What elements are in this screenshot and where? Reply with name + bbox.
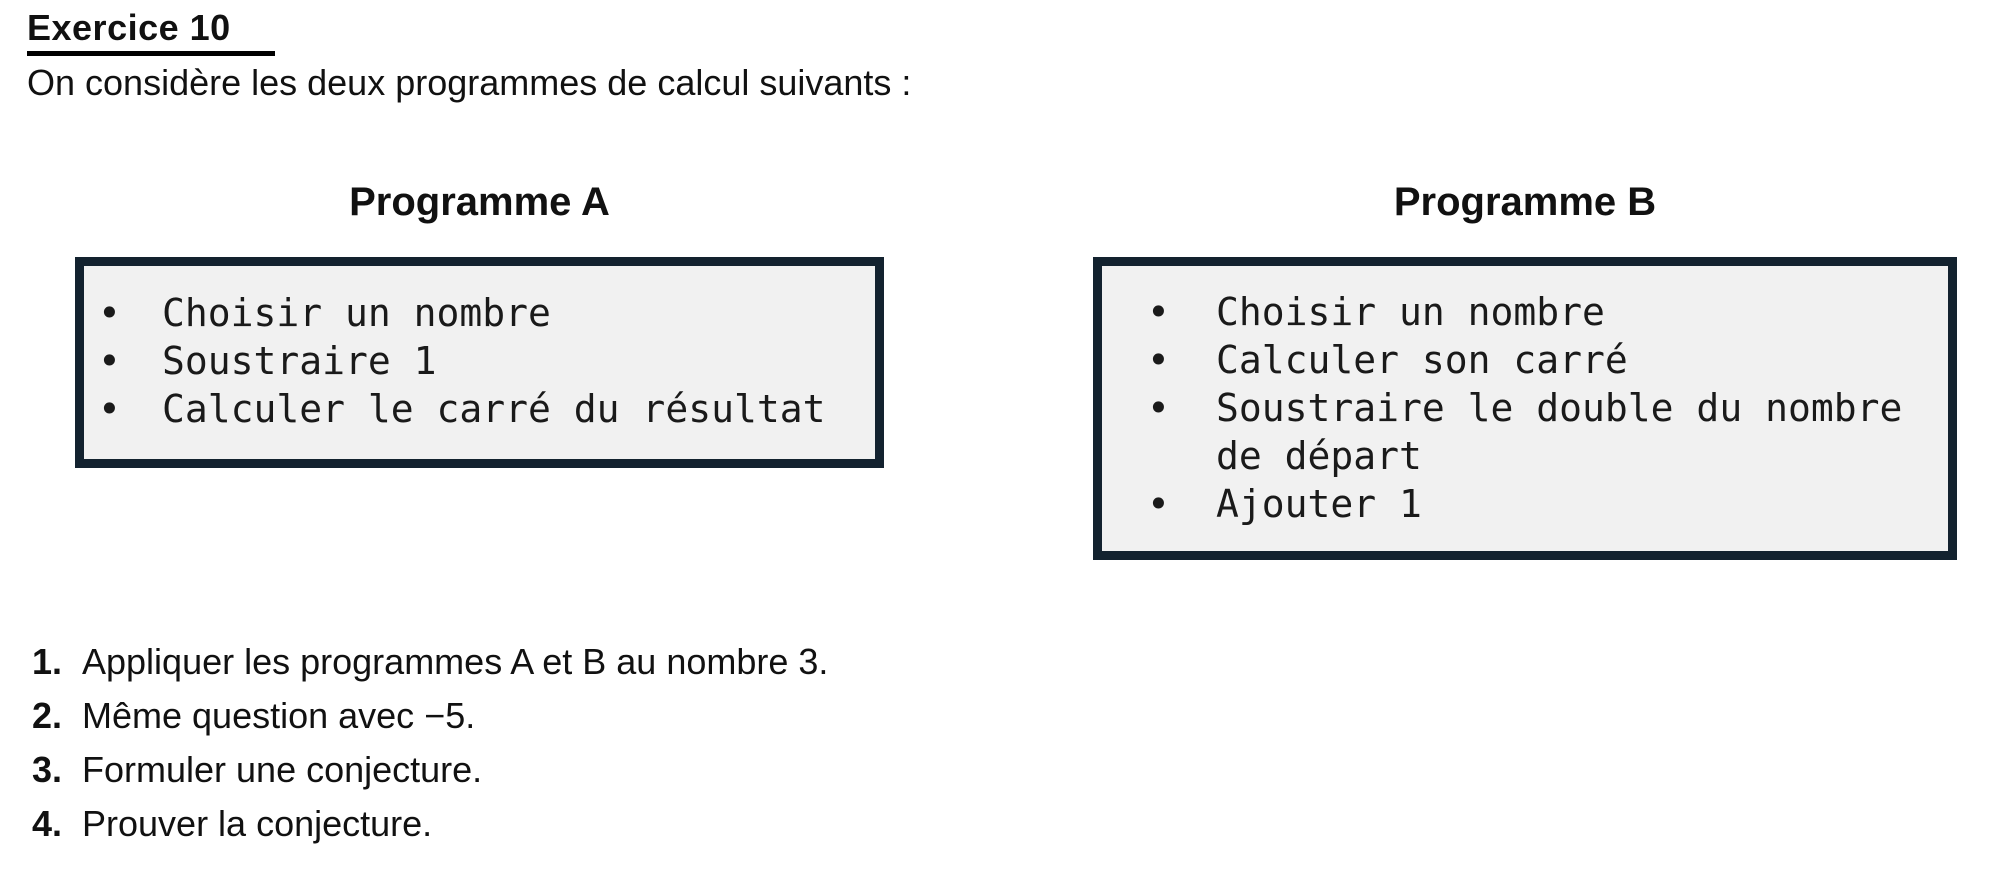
program-b-steps (1147, 288, 1940, 528)
intro-text: On considère les deux programmes de calcul suivants : (27, 62, 912, 103)
question-item (32, 694, 828, 738)
program-a-steps (98, 289, 867, 433)
bullet-icon: • (98, 387, 121, 431)
question-text: Formuler une conjecture. (82, 749, 483, 790)
question-item (32, 802, 828, 846)
page-title-text: Exercice 10 (27, 6, 275, 56)
question-number: 4. (32, 803, 63, 844)
program-step-text: Calculer le carré du résultat (162, 387, 826, 431)
program-step (98, 385, 867, 433)
program-step-text: Soustraire le double du nombre de départ (1216, 386, 1903, 478)
question-item (32, 640, 828, 684)
program-step (1147, 480, 1940, 528)
program-step-text: Choisir un nombre (162, 291, 551, 335)
question-list (32, 640, 828, 856)
program-step-text: Soustraire 1 (162, 339, 437, 383)
program-step (98, 337, 867, 385)
program-step-text: Calculer son carré (1216, 338, 1628, 382)
bullet-icon: • (1147, 386, 1170, 430)
question-text: Même question avec −5. (82, 695, 476, 736)
program-step (1147, 384, 1940, 480)
bullet-icon: • (98, 339, 121, 383)
program-step (1147, 336, 1940, 384)
bullet-icon: • (1147, 338, 1170, 382)
program-step (1147, 288, 1940, 336)
question-text: Appliquer les programmes A et B au nombre 3. (82, 641, 829, 682)
program-step-text: Choisir un nombre (1216, 290, 1605, 334)
question-text: Prouver la conjecture. (82, 803, 433, 844)
bullet-icon: • (1147, 290, 1170, 334)
bullet-icon: • (98, 291, 121, 335)
program-step (98, 289, 867, 337)
program-b-column (1093, 178, 1957, 560)
question-number: 3. (32, 749, 63, 790)
program-a-column (75, 178, 884, 468)
question-number: 2. (32, 695, 63, 736)
program-b-box (1093, 257, 1957, 560)
program-b-title: Programme B (1393, 180, 1657, 224)
program-step-text: Ajouter 1 (1216, 482, 1422, 526)
bullet-icon: • (1147, 482, 1170, 526)
page-title (27, 6, 275, 56)
question-number: 1. (32, 641, 63, 682)
program-a-box (75, 257, 884, 468)
question-item (32, 748, 828, 792)
program-a-title: Programme A (349, 180, 610, 224)
